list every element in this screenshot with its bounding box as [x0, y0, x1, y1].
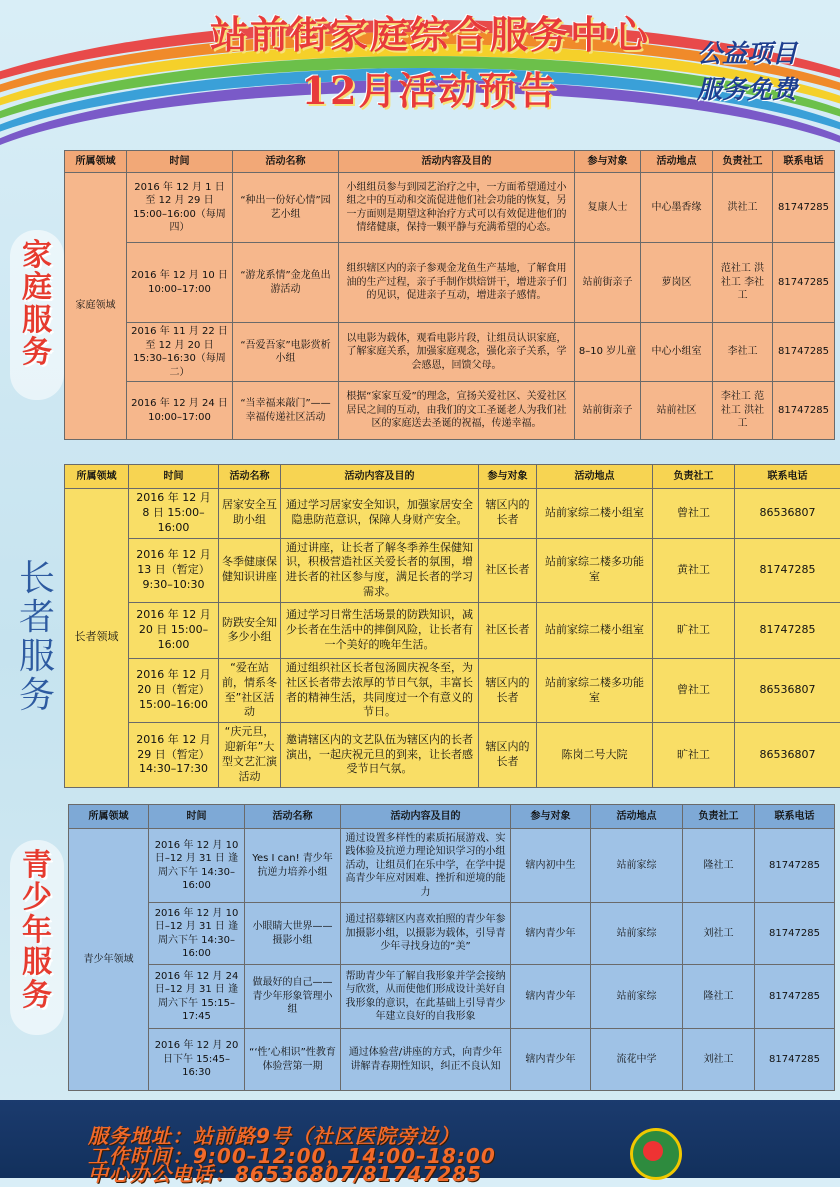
family-table	[64, 150, 835, 440]
domain-cell: 长者领域	[65, 489, 129, 788]
name-cell: 防跌安全知多少小组	[219, 602, 281, 658]
col-name: 活动名称	[219, 465, 281, 489]
name-cell: 小眼睛大世界——摄影小组	[245, 903, 341, 965]
table-row	[65, 382, 835, 440]
phone-cell: 81747285	[755, 1029, 835, 1091]
col-place: 活动地点	[591, 805, 683, 829]
col-content: 活动内容及目的	[339, 151, 575, 173]
name-cell: “爱在站前，情系冬至”社区活动	[219, 658, 281, 722]
domain-cell: 家庭领域	[65, 173, 127, 440]
col-target: 参与对象	[479, 465, 537, 489]
name-cell: “当幸福来敲门”——幸福传递社区活动	[233, 382, 339, 440]
phone-cell: 81747285	[755, 829, 835, 903]
worker-cell: 黄社工	[653, 538, 735, 602]
phone-cell: 81747285	[773, 323, 835, 382]
table-row	[69, 1029, 835, 1091]
worker-cell: 刘社工	[683, 1029, 755, 1091]
col-domain: 所属领域	[65, 151, 127, 173]
youth-side-label	[12, 850, 62, 1012]
col-place: 活动地点	[641, 151, 713, 173]
table-row	[65, 323, 835, 382]
target-cell: 辖内青少年	[511, 965, 591, 1029]
name-cell: 做最好的自己——青少年形象管理小组	[245, 965, 341, 1029]
phone-cell: 81747285	[735, 602, 840, 658]
footer-hours: 工作时间：9:00–12:00，14:00–18:00	[88, 1140, 496, 1169]
col-worker: 负责社工	[683, 805, 755, 829]
time-cell: 2016 年 12 月 13 日（暂定）9:30–10:30	[129, 538, 219, 602]
side-char: 庭	[12, 272, 62, 304]
table-row	[69, 903, 835, 965]
side-char: 年	[12, 915, 62, 947]
time-cell: 2016 年 11 月 22 日至 12 月 20 日 15:30–16:30（每周二）	[127, 323, 233, 382]
place-cell: 站前家综	[591, 903, 683, 965]
side-char: 务	[12, 980, 62, 1012]
time-cell: 2016 年 12 月 1 日至 12 月 29 日 15:00–16:00（每周四）	[127, 173, 233, 243]
col-target: 参与对象	[511, 805, 591, 829]
page-subtitle: 12月活动预告	[220, 60, 640, 115]
worker-cell: 隆社工	[683, 965, 755, 1029]
phone-cell: 86536807	[735, 658, 840, 722]
side-char: 服	[12, 947, 62, 979]
time-cell: 2016 年 12 月 10 日 10:00–17:00	[127, 243, 233, 323]
place-cell: 流花中学	[591, 1029, 683, 1091]
place-cell: 站前家综二楼小组室	[537, 489, 653, 539]
worker-cell: 旷社工	[653, 602, 735, 658]
place-cell: 中心小组室	[641, 323, 713, 382]
time-cell: 2016 年 12 月 20 日下午 15:45–16:30	[149, 1029, 245, 1091]
content-cell: 通过体验营/讲座的方式，向青少年讲解青春期性知识，纠正不良认知	[341, 1029, 511, 1091]
place-cell: 站前家综二楼多功能室	[537, 658, 653, 722]
footer-address: 服务地址：站前路9号（社区医院旁边）	[88, 1120, 460, 1149]
worker-cell: 刘社工	[683, 903, 755, 965]
col-phone: 联系电话	[755, 805, 835, 829]
name-cell: “‘性’心相识”性教育体验营第一期	[245, 1029, 341, 1091]
col-place: 活动地点	[537, 465, 653, 489]
table-row	[65, 723, 840, 787]
time-cell: 2016 年 12 月 10 日–12 月 31 日 逢周六下午 14:30–16:00	[149, 829, 245, 903]
worker-cell: 李社工 范社工 洪社工	[713, 382, 773, 440]
target-cell: 辖区内的长者	[479, 723, 537, 787]
col-content: 活动内容及目的	[281, 465, 479, 489]
table-row	[69, 965, 835, 1029]
col-domain: 所属领域	[65, 465, 129, 489]
footer-phone: 中心办公电话：86536807/81747285	[88, 1158, 482, 1187]
target-cell: 辖区内的长者	[479, 658, 537, 722]
content-cell: 通过学习日常生活场景的防跌知识，减少长者在生活中的摔倒风险，让长者有一个美好的晚年生活。	[281, 602, 479, 658]
domain-cell: 青少年领域	[69, 829, 149, 1091]
badge-public-welfare: 公益项目	[672, 34, 822, 70]
target-cell: 辖内青少年	[511, 903, 591, 965]
side-char: 长	[12, 560, 62, 599]
worker-cell: 旷社工	[653, 723, 735, 787]
place-cell: 站前家综二楼小组室	[537, 602, 653, 658]
col-name: 活动名称	[233, 151, 339, 173]
col-phone: 联系电话	[735, 465, 840, 489]
side-char: 务	[12, 677, 62, 716]
content-cell: 邀请辖区内的文艺队伍为辖区内的长者演出，一起庆祝元旦的到来，让长者感受节日气氛。	[281, 723, 479, 787]
table-row	[65, 538, 840, 602]
place-cell: 陈岗二号大院	[537, 723, 653, 787]
name-cell: “游龙系情”金龙鱼出游活动	[233, 243, 339, 323]
content-cell: 组织辖区内的亲子参观金龙鱼生产基地，了解食用油的生产过程，亲子手制作烘焙饼干，增进亲子们的见识，促进亲子互动，增进亲子感情。	[339, 243, 575, 323]
badge-free-service: 服务免费	[672, 70, 822, 106]
content-cell: 通过组织社区长者包汤圆庆祝冬至，为社区长者带去浓厚的节日气氛，丰富长者的精神生活，共同度过一个有意义的节日。	[281, 658, 479, 722]
target-cell: 复康人士	[575, 173, 641, 243]
target-cell: 辖区内的长者	[479, 489, 537, 539]
name-cell: “吾爱吾家”电影赏析小组	[233, 323, 339, 382]
worker-cell: 隆社工	[683, 829, 755, 903]
content-cell: 通过设置多样性的素质拓展游戏、实践体验及抗逆力理论知识学习的小组活动，让组员们在乐中学，在学中提高青少年应对困难、挫折和逆境的能力	[341, 829, 511, 903]
content-cell: 通过招募辖区内喜欢拍照的青少年参加摄影小组，以摄影为载体，引导青少年寻找身边的“美”	[341, 903, 511, 965]
col-time: 时间	[129, 465, 219, 489]
place-cell: 站前社区	[641, 382, 713, 440]
phone-cell: 81747285	[773, 382, 835, 440]
name-cell: Yes I can! 青少年抗逆力培养小组	[245, 829, 341, 903]
table-row	[65, 602, 840, 658]
target-cell: 社区长者	[479, 602, 537, 658]
time-cell: 2016 年 12 月 20 日 15:00–16:00	[129, 602, 219, 658]
phone-cell: 81747285	[755, 965, 835, 1029]
content-cell: 通过讲座，让长者了解冬季养生保健知识，积极营造社区关爱长者的氛围，增进长者的社区参与度，满足长者的学习需求。	[281, 538, 479, 602]
side-char: 务	[12, 337, 62, 369]
content-cell: 以电影为载体，观看电影片段，让组员认识家庭，了解家庭关系，加强家庭观念，强化亲子关系，学会感恩，回馈父母。	[339, 323, 575, 382]
table-row	[65, 489, 840, 539]
col-name: 活动名称	[245, 805, 341, 829]
worker-cell: 范社工 洪社工 李社工	[713, 243, 773, 323]
phone-cell: 86536807	[735, 723, 840, 787]
page-title: 站前街家庭综合服务中心	[150, 4, 710, 59]
time-cell: 2016 年 12 月 10 日–12 月 31 日 逢周六下午 14:30–16:00	[149, 903, 245, 965]
side-char: 者	[12, 599, 62, 638]
side-char: 服	[12, 305, 62, 337]
col-time: 时间	[127, 151, 233, 173]
footer-bar	[0, 1100, 840, 1178]
phone-cell: 81747285	[755, 903, 835, 965]
center-logo-icon	[630, 1128, 682, 1180]
content-cell: 通过学习居家安全知识，加强家居安全隐患防范意识，保障人身财产安全。	[281, 489, 479, 539]
side-char: 青	[12, 850, 62, 882]
col-domain: 所属领域	[69, 805, 149, 829]
table-row	[65, 243, 835, 323]
side-char: 少	[12, 882, 62, 914]
phone-cell: 81747285	[735, 538, 840, 602]
time-cell: 2016 年 12 月 8 日 15:00–16:00	[129, 489, 219, 539]
name-cell: “种出一份好心情”园艺小组	[233, 173, 339, 243]
col-worker: 负责社工	[653, 465, 735, 489]
target-cell: 社区长者	[479, 538, 537, 602]
content-cell: 根据“家家互爱”的理念，宣扬关爱社区、关爱社区居民之间的互动，由我们的文工圣诞老人为我们社区的家庭送去圣诞的祝福，传递幸福。	[339, 382, 575, 440]
place-cell: 站前家综二楼多功能室	[537, 538, 653, 602]
place-cell: 站前家综	[591, 829, 683, 903]
youth-table	[68, 804, 835, 1091]
col-content: 活动内容及目的	[341, 805, 511, 829]
table-row	[65, 658, 840, 722]
time-cell: 2016 年 12 月 29 日（暂定）14:30–17:30	[129, 723, 219, 787]
col-phone: 联系电话	[773, 151, 835, 173]
time-cell: 2016 年 12 月 20 日（暂定）15:00–16:00	[129, 658, 219, 722]
time-cell: 2016 年 12 月 24 日–12 月 31 日 逢周六下午 15:15–17:45	[149, 965, 245, 1029]
worker-cell: 洪社工	[713, 173, 773, 243]
worker-cell: 曾社工	[653, 489, 735, 539]
family-side-label	[12, 240, 62, 370]
place-cell: 站前家综	[591, 965, 683, 1029]
elder-side-label	[12, 560, 62, 716]
phone-cell: 81747285	[773, 173, 835, 243]
name-cell: 居家安全互助小组	[219, 489, 281, 539]
col-time: 时间	[149, 805, 245, 829]
table-row	[65, 173, 835, 243]
worker-cell: 曾社工	[653, 658, 735, 722]
target-cell: 站前街亲子	[575, 382, 641, 440]
name-cell: 冬季健康保健知识讲座	[219, 538, 281, 602]
phone-cell: 86536807	[735, 489, 840, 539]
target-cell: 辖内青少年	[511, 1029, 591, 1091]
name-cell: “庆元旦，迎新年”大型文艺汇演活动	[219, 723, 281, 787]
col-worker: 负责社工	[713, 151, 773, 173]
place-cell: 萝岗区	[641, 243, 713, 323]
target-cell: 辖内初中生	[511, 829, 591, 903]
side-char: 服	[12, 638, 62, 677]
target-cell: 8–10 岁儿童	[575, 323, 641, 382]
place-cell: 中心墨香缘	[641, 173, 713, 243]
target-cell: 站前街亲子	[575, 243, 641, 323]
col-target: 参与对象	[575, 151, 641, 173]
side-char: 家	[12, 240, 62, 272]
worker-cell: 李社工	[713, 323, 773, 382]
phone-cell: 81747285	[773, 243, 835, 323]
elder-table	[64, 464, 840, 788]
table-row	[69, 829, 835, 903]
content-cell: 小组组员参与到园艺治疗之中，一方面希望通过小组之中的互动和交流促进他们社会功能的恢复，另一方面则是期望这种治疗方式可以有效促进他们的情绪健康，保持一颗平静与充满希望的心态。	[339, 173, 575, 243]
content-cell: 帮助青少年了解自我形象并学会接纳与欣赏，从而使他们形成设计美好自我形象的意识，在此基础上引导青少年建立良好的自我形象	[341, 965, 511, 1029]
time-cell: 2016 年 12 月 24 日 10:00–17:00	[127, 382, 233, 440]
